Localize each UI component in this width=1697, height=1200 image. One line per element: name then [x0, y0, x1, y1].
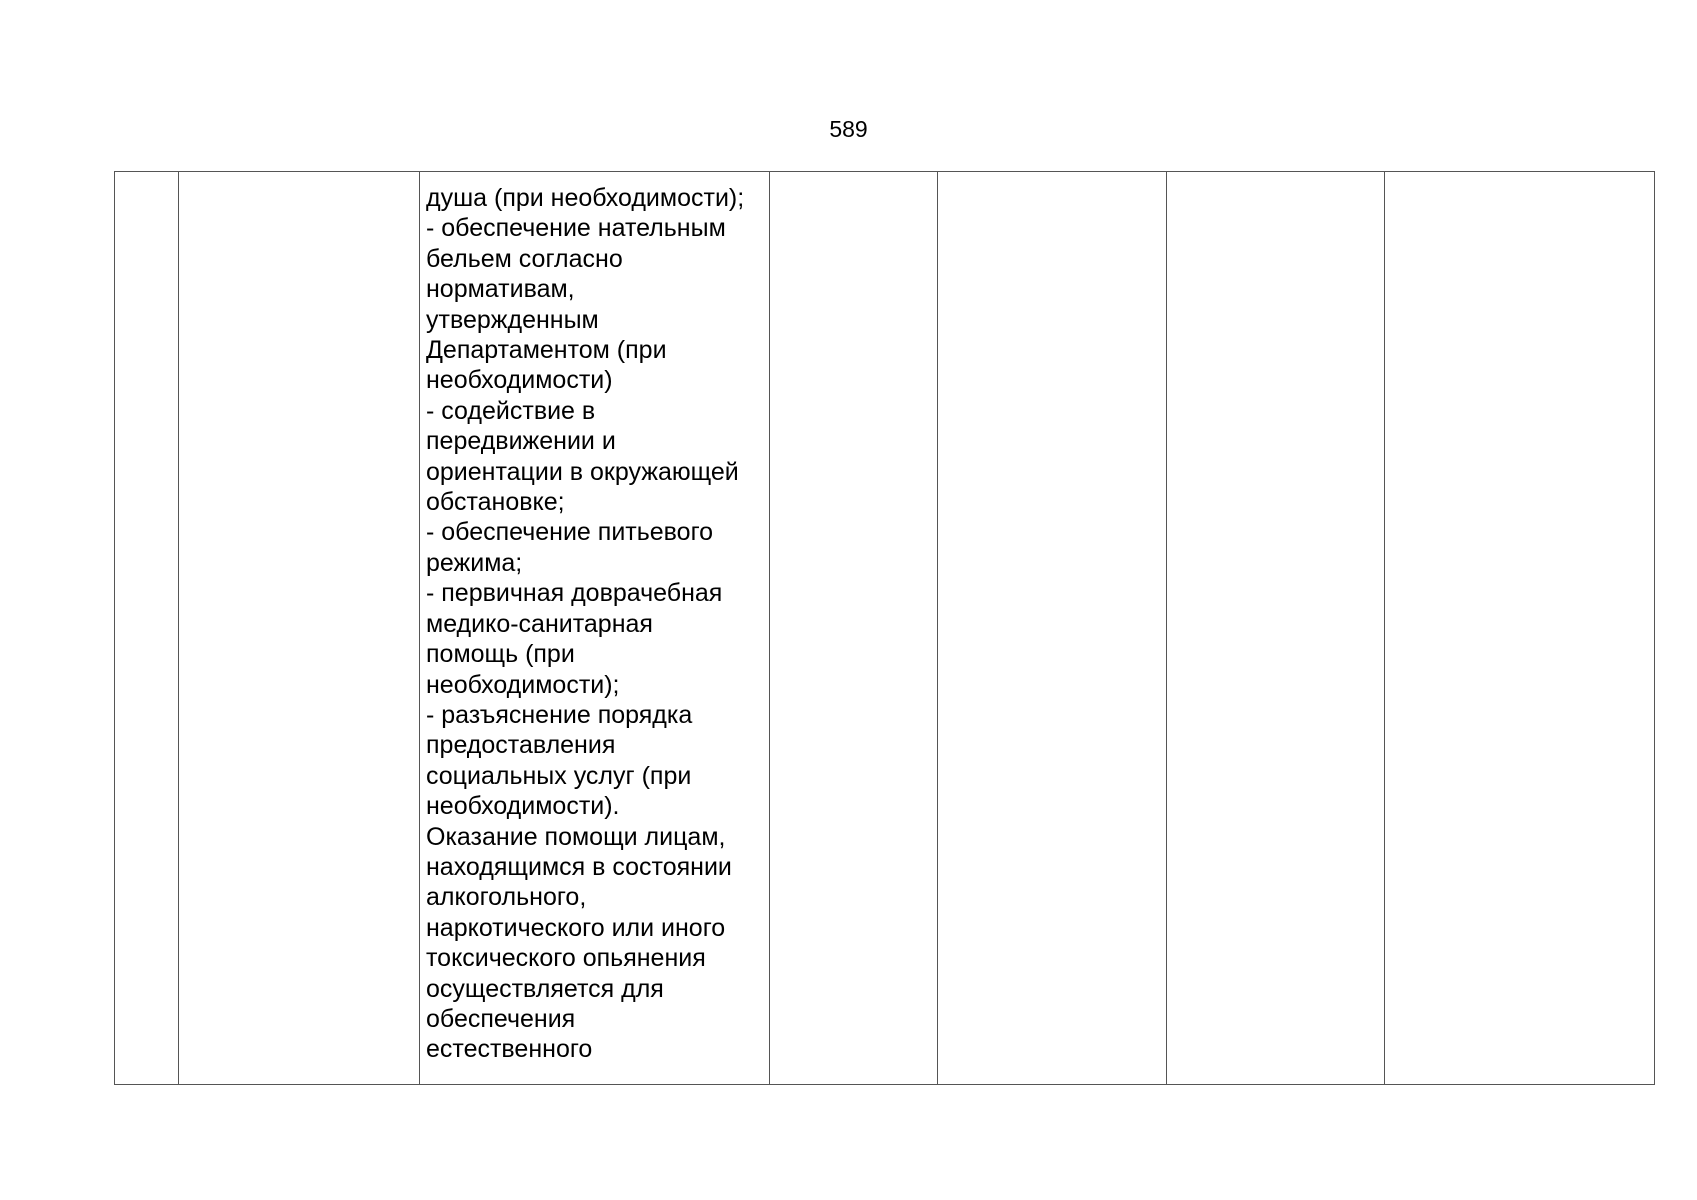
text-line: нормативам, — [426, 275, 575, 304]
table-row — [115, 172, 1655, 1085]
table-cell-service-name — [179, 172, 420, 1085]
table-cell-number — [115, 172, 179, 1085]
table-cell-column-5 — [938, 172, 1167, 1085]
text-line: Оказание помощи лицам, — [426, 822, 726, 851]
text-line: необходимости); — [426, 670, 620, 699]
page-number: 589 — [829, 116, 868, 142]
services-table — [114, 171, 1655, 1085]
table-cell-column-4 — [770, 172, 938, 1085]
text-line: обстановке; — [426, 488, 565, 517]
table-cell-column-6 — [1167, 172, 1385, 1085]
text-line: бельем согласно — [426, 244, 623, 273]
text-line: обеспечения — [426, 1004, 576, 1033]
text-line: Департаментом (при — [426, 336, 667, 365]
text-line: - обеспечение питьевого — [426, 518, 714, 547]
text-line: естественного — [426, 1035, 593, 1064]
text-line: необходимости) — [426, 366, 613, 395]
text-line: режима; — [426, 548, 523, 577]
text-line: осуществляется для — [426, 974, 664, 1003]
text-line: передвижении и — [426, 427, 616, 456]
text-line: медико-санитарная — [426, 609, 653, 638]
text-line: находящимся в состоянии — [426, 852, 732, 881]
table-cell-service-description — [420, 172, 770, 1085]
text-line: социальных услуг (при — [426, 761, 692, 790]
text-line: - обеспечение нательным — [426, 214, 726, 243]
text-line: алкогольного, — [426, 883, 587, 912]
text-line: необходимости). — [426, 792, 620, 821]
text-line: ориентации в окружающей — [426, 457, 739, 486]
text-line: помощь (при — [426, 640, 575, 669]
text-line: предоставления — [426, 731, 616, 760]
text-line: токсического опьянения — [426, 944, 706, 973]
text-line: - содействие в — [426, 396, 596, 425]
text-line: утвержденным — [426, 305, 599, 334]
text-line: - первичная доврачебная — [426, 579, 723, 608]
text-line: - разъяснение порядка — [426, 700, 693, 729]
text-line: душа (при необходимости); — [426, 184, 745, 212]
text-line: наркотического или иного — [426, 913, 726, 942]
table-cell-column-7 — [1385, 172, 1655, 1085]
